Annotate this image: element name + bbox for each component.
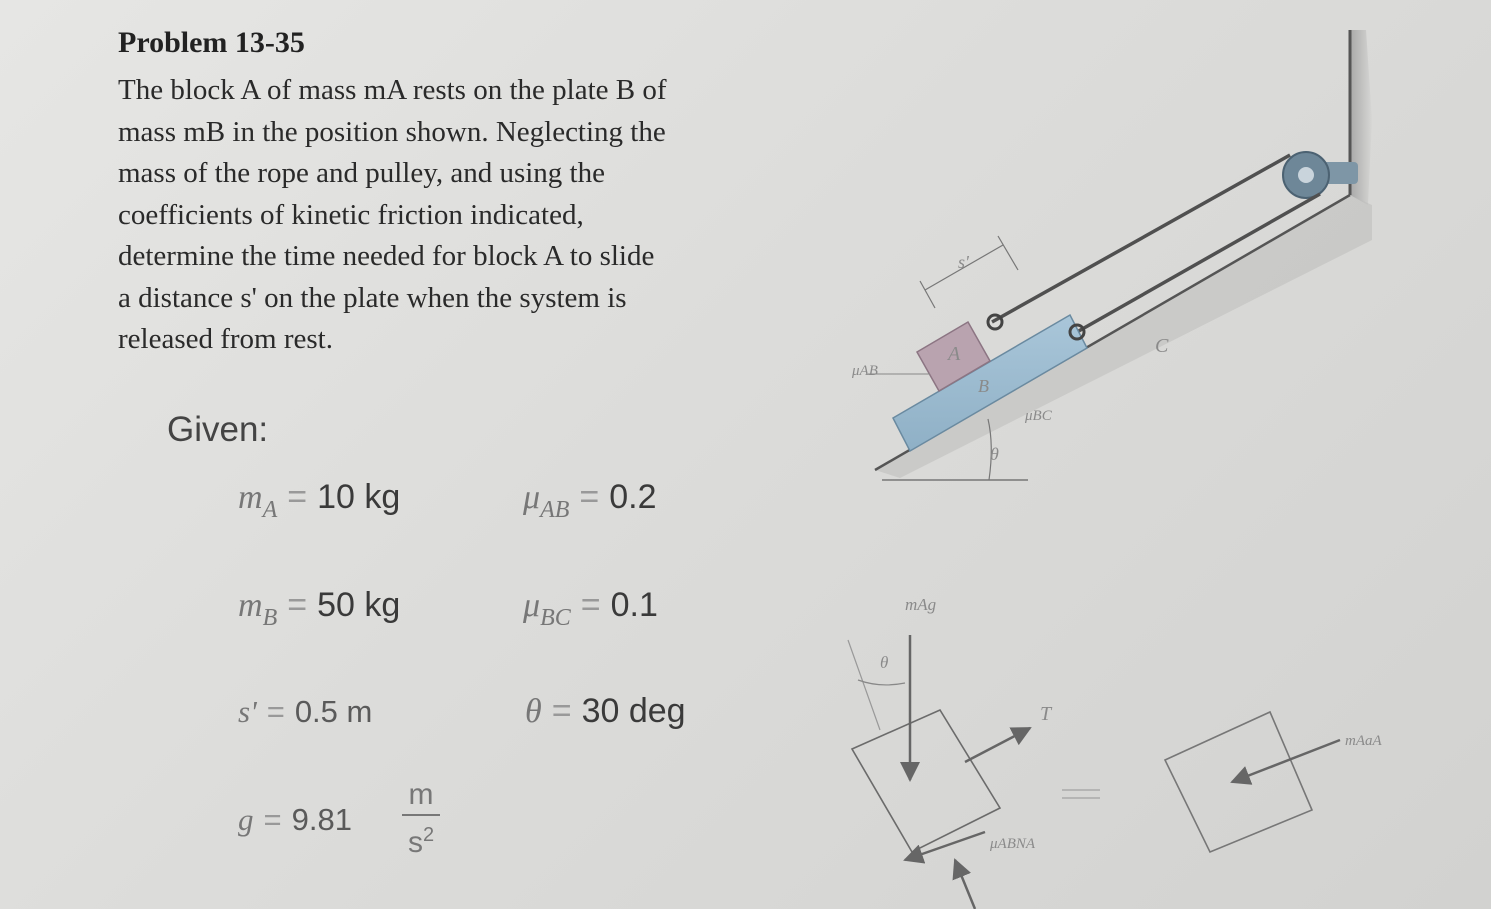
given-distance-value: 0.5 m [294, 694, 373, 729]
given-mu-bc-sub: BC [540, 605, 571, 631]
given-mass-a-symbol: m [238, 479, 263, 516]
given-mu-bc-value: 0.1 [610, 586, 658, 624]
kinetic-diagram [1165, 712, 1340, 852]
free-body-diagram [848, 635, 1100, 909]
given-theta: θ = 30 deg [525, 692, 686, 730]
given-gravity-symbol: g [238, 802, 254, 837]
given-theta-value: 30 deg [581, 692, 686, 730]
statement-line: The block A of mass mA rests on the plate B of [118, 74, 667, 106]
given-mass-b-sub: B [262, 605, 278, 631]
statement-line: a distance s' on the plate when the system is [118, 281, 627, 314]
given-mass-b-symbol: m [238, 587, 263, 624]
label-surface-c: C [1155, 335, 1169, 357]
label-block-a: A [948, 343, 961, 365]
label-theta: θ [990, 444, 999, 464]
given-mu-ab-symbol: μ [523, 479, 541, 516]
label-plate-b: B [978, 376, 989, 396]
label-tension: T [1040, 703, 1052, 725]
given-gravity: g = 9.81 [238, 802, 352, 837]
statement-line: coefficients of kinetic friction indicated, [118, 198, 584, 231]
given-distance: s' = 0.5 m [238, 694, 373, 729]
given-mass-a-sub: A [262, 497, 278, 523]
given-mu-ab-sub: AB [540, 497, 570, 523]
label-s-prime: s' [958, 252, 969, 272]
given-mu-ab: $\mu_{AB} = 0.2$ [523, 478, 657, 523]
label-inertia: mAaA [1345, 733, 1382, 749]
given-mass-b: $m_B = 50$ kg [238, 586, 401, 631]
label-friction: μABNA [990, 836, 1036, 852]
given-distance-symbol: s' [238, 694, 257, 729]
given-mu-bc-symbol: μ [523, 587, 541, 624]
statement-line: mass of the rope and pulley, and using the [118, 157, 605, 189]
given-theta-symbol: θ [525, 693, 542, 730]
given-mu-ab-value: 0.2 [609, 478, 657, 516]
gravity-unit-numerator: m [408, 778, 434, 811]
given-label: Given: [167, 410, 269, 449]
given-mass-a: $m_A = 10$ kg [238, 478, 401, 523]
label-theta-fbd: θ [880, 653, 889, 672]
dimension-s-prime [920, 236, 1018, 308]
gravity-unit-denominator: $s^2$ [407, 824, 435, 859]
statement-line: mass mB in the position shown. Neglecting the [118, 115, 666, 148]
given-gravity-value: 9.81 [291, 802, 352, 837]
given-mass-b-value: 50 kg [317, 586, 401, 624]
problem-title: Problem 13-35 [118, 26, 305, 59]
label-weight: mAg [905, 595, 937, 614]
given-mass-a-value: 10 kg [317, 478, 401, 516]
label-mu-bc: μBC [1025, 408, 1052, 424]
statement-line: released from rest. [118, 323, 333, 355]
pulley [1283, 152, 1358, 198]
statement-line: determine the time needed for block A to slide [118, 240, 655, 272]
label-mu-ab: μAB [852, 363, 878, 379]
given-mu-bc: $\mu_{BC} = 0.1$ [523, 586, 658, 631]
